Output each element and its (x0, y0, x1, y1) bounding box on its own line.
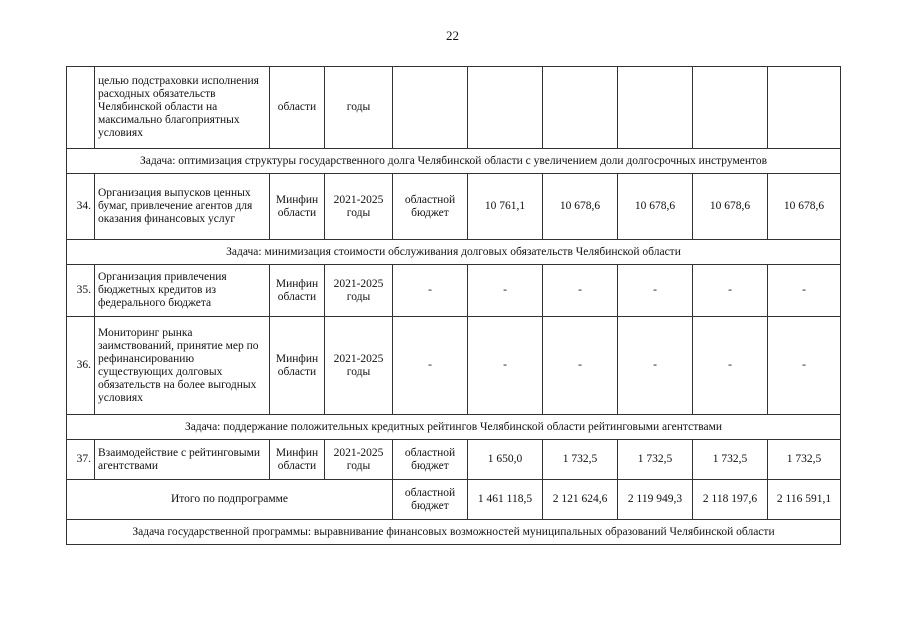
period: 2021-2025 годы (325, 317, 393, 415)
period: 2021-2025 годы (325, 265, 393, 317)
period: 2021-2025 годы (325, 440, 393, 480)
executor: Минфин области (270, 317, 325, 415)
value-cell: - (693, 317, 768, 415)
value-cell (618, 67, 693, 149)
funding-source: - (393, 317, 468, 415)
row-number: 35. (67, 265, 95, 317)
task-row (67, 520, 841, 545)
value-cell: 1 732,5 (543, 440, 618, 480)
value-cell: - (543, 265, 618, 317)
value-cell: 1 732,5 (768, 440, 841, 480)
value-cell: - (468, 317, 543, 415)
total-value-cell: 2 118 197,6 (693, 480, 768, 520)
period: 2021-2025 годы (325, 174, 393, 240)
value-cell: - (618, 317, 693, 415)
value-cell: 1 732,5 (618, 440, 693, 480)
total-label: Итого по подпрограмме (67, 480, 393, 520)
funding-source: областной бюджет (393, 480, 468, 520)
value-cell: 10 761,1 (468, 174, 543, 240)
total-value-cell: 2 116 591,1 (768, 480, 841, 520)
row-number: 34. (67, 174, 95, 240)
page-number: 22 (446, 28, 459, 43)
value-cell: 10 678,6 (543, 174, 618, 240)
measure-name: Организация выпусков ценных бумаг, привлечение агентов для оказания финансовых услуг (95, 174, 270, 240)
value-cell: - (768, 265, 841, 317)
executor: Минфин области (270, 174, 325, 240)
executor: Минфин области (270, 440, 325, 480)
value-cell: - (768, 317, 841, 415)
funding-source: - (393, 265, 468, 317)
value-cell (768, 67, 841, 149)
task-heading: Задача: минимизация стоимости обслуживания долговых обязательств Челябинской области (67, 240, 841, 265)
total-value-cell: 1 461 118,5 (468, 480, 543, 520)
funding-source (393, 67, 468, 149)
value-cell (693, 67, 768, 149)
table-row (67, 265, 841, 317)
value-cell: 10 678,6 (768, 174, 841, 240)
period: годы (325, 67, 393, 149)
value-cell (468, 67, 543, 149)
table-row (67, 317, 841, 415)
total-value-cell: 2 121 624,6 (543, 480, 618, 520)
total-value-cell: 2 119 949,3 (618, 480, 693, 520)
program-task-heading: Задача государственной программы: выравнивание финансовых возможностей муниципальных образований Челябинской области (67, 520, 841, 545)
value-cell: 1 732,5 (693, 440, 768, 480)
value-cell (543, 67, 618, 149)
value-cell: - (543, 317, 618, 415)
executor: области (270, 67, 325, 149)
measure-name: целью подстраховки исполнения расходных обязательств Челябинской области на максимально благоприятных условиях (95, 67, 270, 149)
row-number (67, 67, 95, 149)
task-row (67, 415, 841, 440)
measure-name: Взаимодействие с рейтинговыми агентствами (95, 440, 270, 480)
funding-source: областной бюджет (393, 440, 468, 480)
task-heading: Задача: оптимизация структуры государственного долга Челябинской области с увеличением доли долгосрочных инструментов (67, 149, 841, 174)
subprogram-table (66, 66, 841, 545)
value-cell: 10 678,6 (618, 174, 693, 240)
row-number: 36. (67, 317, 95, 415)
value-cell: - (468, 265, 543, 317)
value-cell: - (618, 265, 693, 317)
executor: Минфин области (270, 265, 325, 317)
table-row (67, 67, 841, 149)
task-row (67, 149, 841, 174)
task-row (67, 240, 841, 265)
value-cell: 10 678,6 (693, 174, 768, 240)
funding-source: областной бюджет (393, 174, 468, 240)
table-row (67, 174, 841, 240)
value-cell: 1 650,0 (468, 440, 543, 480)
table-row (67, 440, 841, 480)
row-number: 37. (67, 440, 95, 480)
value-cell: - (693, 265, 768, 317)
measure-name: Организация привлечения бюджетных кредитов из федерального бюджета (95, 265, 270, 317)
total-row (67, 480, 841, 520)
measure-name: Мониторинг рынка заимствований, принятие мер по рефинансированию существующих долговых обязательств на более выгодных условиях (95, 317, 270, 415)
task-heading: Задача: поддержание положительных кредитных рейтингов Челябинской области рейтинговыми агентствами (67, 415, 841, 440)
